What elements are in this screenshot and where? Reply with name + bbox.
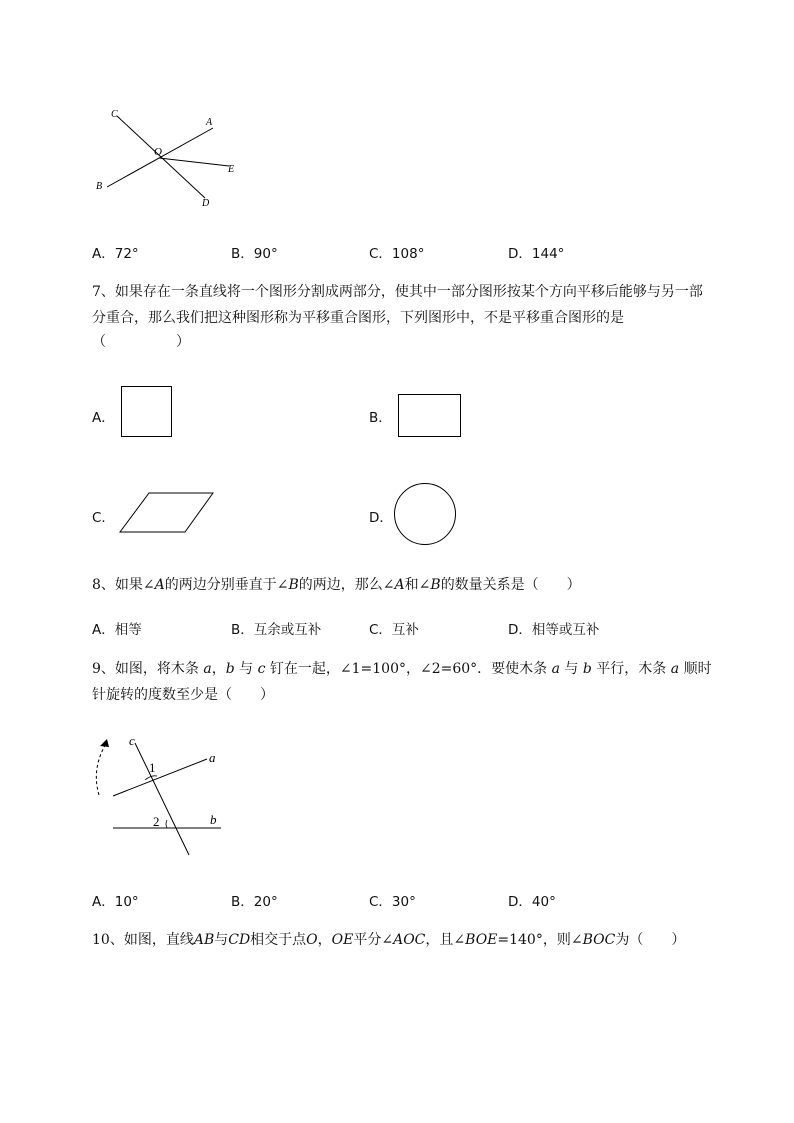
rectangle-shape: [398, 394, 461, 437]
q8-text: [92, 575, 581, 595]
q7-text-line1: 7、如果存在一条直线将一个图形分割成两部分，使其中一部分图形按某个方向平移后能够与另一部: [92, 284, 703, 300]
label-a: a: [209, 750, 216, 765]
q9-s7: 顺时: [679, 661, 712, 677]
q9-text-line1: [92, 659, 712, 679]
q9-s5: 与: [559, 661, 583, 677]
angle-aoc-label: AOC: [393, 932, 426, 948]
q10-s8: 为（ ）: [615, 932, 686, 948]
q6-option-a[interactable]: A．72°: [92, 246, 139, 262]
q10-s3: 相交于点: [250, 932, 307, 948]
q10-s2: 与: [214, 932, 229, 948]
var-b-2: b: [582, 661, 592, 677]
angle-boc-label: BOC: [582, 932, 616, 948]
line-a: [113, 759, 207, 796]
angle-b-label-2: B: [430, 577, 441, 593]
square-shape: [121, 386, 172, 437]
ray-oe-label: OE: [331, 932, 354, 948]
label-1: 1: [149, 760, 156, 775]
var-a-3: a: [670, 661, 680, 677]
label-c: c: [129, 733, 135, 748]
line-c: [135, 743, 189, 855]
q7-option-c[interactable]: C．: [92, 510, 115, 526]
arrow-head: [100, 739, 109, 747]
q9-option-b[interactable]: B．20°: [231, 894, 278, 910]
var-a-2: a: [551, 661, 560, 677]
label-a: A: [206, 117, 213, 128]
label-c: C: [111, 109, 118, 120]
q8-s2: 的两边分别垂直于∠: [164, 577, 289, 593]
line-cd-label: CD: [228, 932, 251, 948]
angle-b-label: B: [288, 577, 299, 593]
q9-s3: 与: [234, 661, 258, 677]
q6-figure: [85, 100, 255, 215]
q10-s1: 10、如图，直线: [92, 932, 194, 948]
q9-option-a[interactable]: A．10°: [92, 894, 139, 910]
var-b: b: [225, 661, 235, 677]
rotation-arrow: [96, 742, 107, 795]
point-o-label: O: [306, 932, 318, 948]
q10-s6: ，且∠: [425, 932, 466, 948]
var-c: c: [257, 661, 266, 677]
label-e: E: [228, 164, 235, 175]
q7-text-line3: （ ）: [92, 334, 190, 350]
angle-boe-label: BOE: [465, 932, 498, 948]
q8-s5: 的数量关系是（ ）: [440, 577, 581, 593]
circle-shape: [390, 480, 460, 550]
q7-option-d[interactable]: D．: [369, 510, 393, 526]
label-2: 2: [153, 814, 160, 829]
q8-option-d[interactable]: D．相等或互补: [508, 622, 600, 638]
q9-text-line2: 针旋转的度数至少是（ ）: [92, 687, 274, 703]
q6-option-b[interactable]: B．90°: [231, 246, 278, 262]
q10-s7: =140°，则∠: [497, 932, 583, 948]
line-ab-label: AB: [193, 932, 215, 948]
q9-s2: ，: [211, 661, 226, 677]
q8-s4: 和∠: [404, 577, 431, 593]
angle2-arc: [166, 820, 167, 828]
var-a: a: [203, 661, 212, 677]
q8-s1: 8、如果∠: [92, 577, 155, 593]
q9-s1: 9、如图，将木条: [92, 661, 204, 677]
label-b: B: [96, 181, 103, 192]
q9-option-c[interactable]: C．30°: [369, 894, 416, 910]
q7-option-b[interactable]: B．: [369, 410, 392, 426]
q8-option-a[interactable]: A．相等: [92, 622, 142, 638]
q10-s5: 平分∠: [353, 932, 394, 948]
q9-figure: [85, 728, 235, 863]
q9-s6: 平行，木条: [591, 661, 671, 677]
angle-a-label: A: [154, 577, 165, 593]
label-o: O: [154, 146, 162, 158]
label-b: b: [210, 812, 217, 827]
q10-text: [92, 930, 685, 950]
parallelogram-shape: [115, 488, 219, 538]
q8-option-b[interactable]: B．互余或互补: [231, 622, 322, 638]
q8-s3: 的两边，那么∠: [298, 577, 395, 593]
q8-option-c[interactable]: C．互补: [369, 622, 419, 638]
angle-a-label-2: A: [394, 577, 405, 593]
q9-option-d[interactable]: D．40°: [508, 894, 556, 910]
q6-option-d[interactable]: D．144°: [508, 246, 565, 262]
q9-s4: 钉在一起，∠1=100°，∠2=60°．要使木条: [265, 661, 552, 677]
q6-option-c[interactable]: C．108°: [369, 246, 425, 262]
q7-text-line2: 分重合，那么我们把这种图形称为平移重合图形，下列图形中，不是平移重合图形的是: [92, 310, 624, 326]
label-d: D: [202, 198, 210, 209]
q7-option-a[interactable]: A．: [92, 410, 115, 426]
q10-s4: ，: [317, 932, 332, 948]
